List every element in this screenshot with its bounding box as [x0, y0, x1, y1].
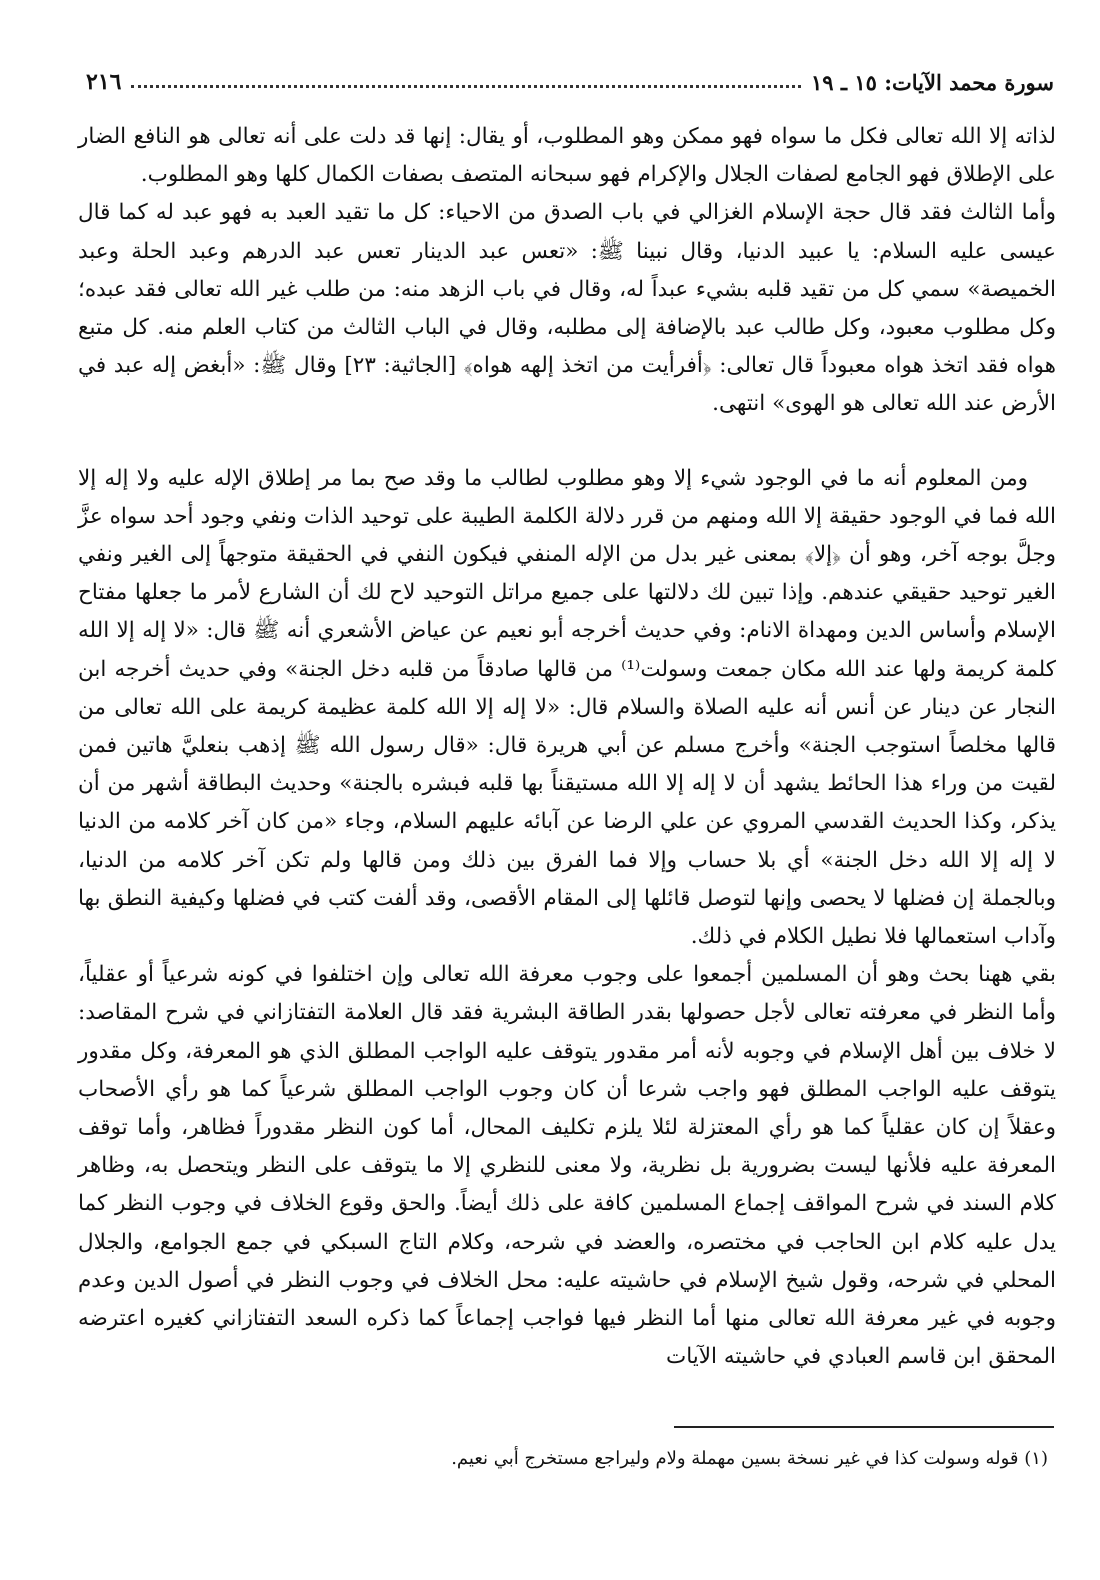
footnote-marker: (١): [1024, 1448, 1048, 1469]
paragraph: ومن المعلوم أنه ما في الوجود شيء إلا وهو مطلوب لطالب ما وقد صح بما مر إطلاق الإله عليه ولا إله إلا الله فما في الوجود حقيقة إلا الله ومنهم من قرر دلالة الكلمة الطيبة على توحيد الذات ونفي وجود أحد سواه عزَّ وجلَّ بوجه آخر، وهو أن ﴿إلا﴾ بمعنى غير بدل من الإله المنفي فيكون النفي في الحقيقة متوجهاً إلى الغير ونفي الغير توحيد حقيقي عندهم. وإذا تبين لك دلالتها على جميع مراتل التوحيد لاح لك أن الشارع لأمر ما جعلها مفتاح الإسلام وأساس الدين ومهداة الانام: وفي حديث أخرجه أبو نعيم عن عياض الأشعري أنه ﷺ قال: «لا إله إلا الله كلمة كريمة ولها عند الله مكان جمعت وسولت⁽¹⁾ من قالها صادقاً من قلبه دخل الجنة» وفي حديث أخرجه ابن النجار عن دينار عن أنس أنه عليه الصلاة والسلام قال: «لا إله إلا الله كلمة عظيمة كريمة على الله تعالى من قالها مخلصاً استوجب الجنة» وأخرج مسلم عن أبي هريرة قال: «قال رسول الله ﷺ إذهب بنعليَّ هاتين فمن لقيت من وراء هذا الحائط يشهد أن لا إله إلا الله مستيقناً بها قلبه فبشره بالجنة» وحديث البطاقة أشهر من أن يذكر، وكذا الحديث القدسي المروي عن علي الرضا عن آبائه عليهم السلام، وجاء «من كان آخر كلامه من الدنيا لا إله إلا الله دخل الجنة» أي بلا حساب وإلا فما الفرق بين ذلك ومن قالها ولم تكن آخر كلامه من الدنيا، وبالجملة إن فضلها لا يحصى وإنها لتوصل قائلها إلى المقام الأقصى، وقد ألفت كتب في فضلها وكيفية النطق بها وآداب استعمالها فلا نطيل الكلام في ذلك.: [78, 465, 1057, 950]
main-text: [78, 118, 1056, 1377]
page-number: ٢١٦: [86, 69, 122, 95]
running-title: سورة محمد الآيات: ١٥ ـ ١٩: [811, 69, 1054, 95]
header-dotted-leader: [131, 85, 801, 88]
footnote-divider: [674, 1426, 1054, 1428]
footnote: [100, 1444, 1048, 1474]
paragraph: بقي ههنا بحث وهو أن المسلمين أجمعوا على وجوب معرفة الله تعالى وإن اختلفوا في كونه شرعياً أو عقلياً، وأما النظر في معرفته تعالى لأجل حصولها بقدر الطاقة البشرية فقد قال العلامة التفتازاني في شرح المقاصد: لا خلاف بين أهل الإسلام في وجوبه لأنه أمر مقدور يتوقف عليه الواجب المطلق الذي هو المعرفة، وكل مقدور يتوقف عليه الواجب المطلق فهو واجب شرعا أن كان وجوب الواجب المطلق شرعياً كما هو رأي الأصحاب وعقلاً إن كان عقلياً كما هو رأي المعتزلة لئلا يلزم تكليف المحال، أما كون النظر مقدوراً فظاهر، وأما توقف المعرفة عليه فلأنها ليست بضرورية بل نظرية، ولا معنى للنظري إلا ما يتوقف على النظر ويتحصل به، وظاهر كلام السند في شرح المواقف إجماع المسلمين كافة على ذلك أيضاً. والحق وقوع الخلاف في وجوب النظر كما يدل عليه كلام ابن الحاجب في مختصره، والعضد في شرحه، وكلام التاج السبكي في جمع الجوامع، والجلال المحلي في شرحه، وقول شيخ الإسلام في حاشيته عليه: محل الخلاف في وجوب النظر في أصول الدين وعدم وجوبه في غير معرفة الله تعالى منها أما النظر فيها فواجب إجماعاً كما ذكره السعد التفتازاني كغيره اعترضه المحقق ابن قاسم العبادي في حاشيته الآيات: [78, 962, 1056, 1370]
page-header: [72, 60, 1054, 104]
paragraph: لذاته إلا الله تعالى فكل ما سواه فهو ممكن وهو المطلوب، أو يقال: إنها قد دلت على أنه تعالى هو النافع الضار على الإطلاق فهو الجامع لصفات الجلال والإكرام فهو سبحانه المتصف بصفات الكمال كلها وهو المطلوب.: [78, 124, 1056, 188]
paragraph: وأما الثالث فقد قال حجة الإسلام الغزالي في باب الصدق من الاحياء: كل ما تقيد العبد به فهو عبد له كما قال عيسى عليه السلام: يا عبيد الدنيا، وقال نبينا ﷺ: «تعس عبد الدينار تعس عبد الدرهم وعبد الحلة وعبد الخميصة» سمي كل من تقيد قلبه بشيء عبداً له، وقال في باب الزهد منه: من طلب غير الله تعالى فقد عبده؛ وكل مطلوب معبود، وكل طالب عبد بالإضافة إلى مطلبه، وقال في الباب الثالث من كتاب العلم منه. كل متبع هواه فقد اتخذ هواه معبوداً قال تعالى: ﴿أفرأيت من اتخذ إلهه هواه﴾ [الجاثية: ٢٣] وقال ﷺ: «أبغض إله عبد في الأرض عند الله تعالى هو الهوى» انتهى.: [78, 200, 1057, 417]
paragraph-gap: [78, 424, 1056, 460]
footnote-text: قوله وسولت كذا في غير نسخة بسين مهملة ولام وليراجع مستخرج أبي نعيم.: [451, 1448, 1019, 1469]
